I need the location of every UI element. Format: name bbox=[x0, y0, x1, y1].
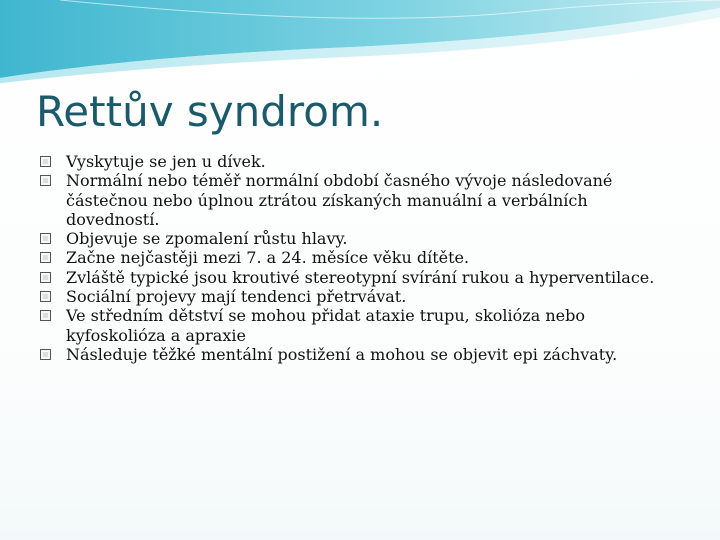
list-item bbox=[40, 248, 670, 267]
square-bullet-icon bbox=[40, 349, 51, 360]
square-bullet-icon bbox=[40, 156, 51, 167]
list-item bbox=[40, 152, 670, 171]
list-item bbox=[40, 287, 670, 306]
list-item bbox=[40, 171, 670, 229]
bullet-text: Ve středním dětství se mohou přidat ataxie trupu, skolióza nebo kyfoskolióza a apraxie bbox=[66, 306, 585, 345]
list-item bbox=[40, 345, 670, 364]
decorative-wave-header bbox=[0, 0, 720, 90]
bullet-text: Zvláště typické jsou kroutivé stereotypní svírání rukou a hyperventilace. bbox=[66, 267, 655, 287]
square-bullet-icon bbox=[40, 291, 51, 302]
bullet-text: Objevuje se zpomalení růstu hlavy. bbox=[66, 229, 348, 249]
bullet-text: Začne nejčastěji mezi 7. a 24. měsíce věku dítěte. bbox=[66, 248, 470, 268]
square-bullet-icon bbox=[40, 272, 51, 283]
bullet-text: Vyskytuje se jen u dívek. bbox=[66, 152, 266, 171]
bullet-text: Následuje těžké mentální postižení a mohou se objevit epi záchvaty. bbox=[66, 344, 618, 364]
slide-title: Rettův syndrom. bbox=[36, 87, 384, 136]
bullet-text: Sociální projevy mají tendenci přetrvávat. bbox=[66, 287, 407, 307]
list-item bbox=[40, 229, 670, 248]
square-bullet-icon bbox=[40, 252, 51, 263]
list-item bbox=[40, 306, 670, 345]
bullet-list bbox=[40, 152, 670, 364]
list-item bbox=[40, 268, 670, 287]
square-bullet-icon bbox=[40, 310, 51, 321]
bullet-text: Normální nebo téměř normální období časného vývoje následované částečnou nebo úplnou ztrátou získaných manuální a verbálních dovedností. bbox=[66, 171, 613, 229]
square-bullet-icon bbox=[40, 233, 51, 244]
square-bullet-icon bbox=[40, 175, 51, 186]
